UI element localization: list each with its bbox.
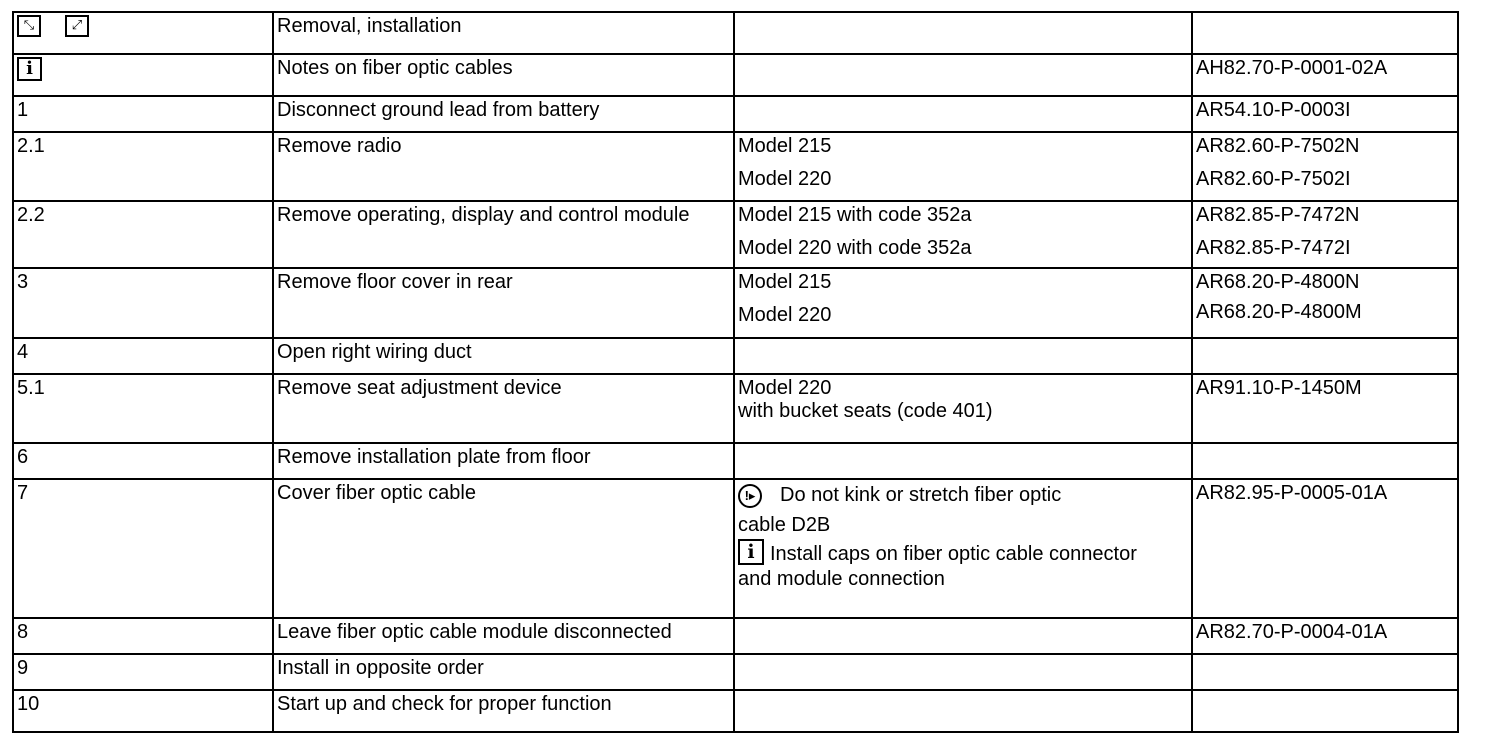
table-row [13,618,1458,654]
step-action: Start up and check for proper function [273,690,734,732]
step-number: 8 [13,618,273,654]
condition-line: Model 220 [738,168,832,190]
step-ref-link[interactable]: AR82.95-P-0005-01A [1192,479,1458,618]
table-row [13,690,1458,732]
info-icon[interactable]: i [17,57,42,81]
header-ref-cell [1192,12,1458,54]
info-cond-cell [734,54,1192,96]
step-ref-link[interactable]: AR68.20-P-4800M [1196,301,1362,323]
step-number: 9 [13,654,273,690]
step-condition [734,338,1192,374]
step-ref-link[interactable]: AR82.60-P-7502I [1196,168,1351,190]
condition-line: Model 215 with code 352a [738,204,972,226]
step-ref-link[interactable]: AR82.70-P-0004-01A [1192,618,1458,654]
step-condition [734,374,1192,443]
step-ref-link[interactable]: AR82.85-P-7472N [1196,204,1360,226]
step-action: Remove radio [273,132,734,201]
header-row [13,12,1458,54]
note-line [738,539,1187,565]
step-number: 7 [13,479,273,618]
condition-line: Model 220 [738,377,832,399]
step-condition [734,132,1192,201]
condition-line: with bucket seats (code 401) [738,400,993,422]
step-action: Remove installation plate from floor [273,443,734,479]
step-ref-link[interactable]: AR68.20-P-4800N [1196,271,1360,293]
warning-line [738,484,1187,508]
step-ref-link[interactable]: AR91.10-P-1450M [1192,374,1458,443]
table-row [13,268,1458,338]
procedure-table [12,11,1459,733]
step-condition [734,268,1192,338]
step-action: Cover fiber optic cable [273,479,734,618]
info-icon[interactable]: i [738,539,764,565]
info-ref-link[interactable]: AH82.70-P-0001-02A [1192,54,1458,96]
step-action: Remove operating, display and control module [273,201,734,268]
step-action: Leave fiber optic cable module disconnected [273,618,734,654]
step-ref-link[interactable]: AR82.60-P-7502N [1196,135,1360,157]
step-number: 3 [13,268,273,338]
step-action: Install in opposite order [273,654,734,690]
step-ref-link[interactable]: AR54.10-P-0003I [1192,96,1458,132]
step-condition [734,654,1192,690]
condition-line: Model 215 [738,271,832,293]
step-condition [734,443,1192,479]
step-refs [1192,132,1458,201]
step-ref-cell [1192,443,1458,479]
condition-line: Model 220 with code 352a [738,237,972,259]
header-icons-cell [13,12,273,54]
step-number: 2.2 [13,201,273,268]
note-text-cont: and module connection [738,568,945,590]
step-ref-cell [1192,338,1458,374]
step-action: Remove floor cover in rear [273,268,734,338]
step-ref-cell [1192,654,1458,690]
header-cond-cell [734,12,1192,54]
step-action: Remove seat adjustment device [273,374,734,443]
step-condition [734,479,1192,618]
table-row [13,654,1458,690]
warning-text: Do not kink or stretch fiber optic [780,484,1062,506]
step-ref-cell [1192,690,1458,732]
condition-line: Model 215 [738,135,832,157]
step-condition [734,690,1192,732]
table-row [13,338,1458,374]
step-number: 5.1 [13,374,273,443]
table-row [13,96,1458,132]
table-row [13,201,1458,268]
step-number: 2.1 [13,132,273,201]
info-text: Notes on fiber optic cables [273,54,734,96]
step-number: 1 [13,96,273,132]
step-number: 4 [13,338,273,374]
step-number: 6 [13,443,273,479]
table-row [13,443,1458,479]
warning-text-cont: cable D2B [738,514,831,536]
table-row [13,479,1458,618]
step-condition [734,201,1192,268]
step-condition [734,96,1192,132]
step-action: Disconnect ground lead from battery [273,96,734,132]
step-ref-link[interactable]: AR82.85-P-7472I [1196,237,1351,259]
header-title: Removal, installation [273,12,734,54]
info-row [13,54,1458,96]
step-condition [734,618,1192,654]
step-number: 10 [13,690,273,732]
info-icon-cell [13,54,273,96]
collapse-icon[interactable]: ⤢ [65,15,89,37]
step-refs [1192,268,1458,338]
step-action: Open right wiring duct [273,338,734,374]
table-row [13,374,1458,443]
expand-icon[interactable]: ⤡ [17,15,41,37]
condition-line: Model 220 [738,304,832,326]
step-refs [1192,201,1458,268]
caution-icon: !▸ [738,484,762,508]
note-text: Install caps on fiber optic cable connector [770,543,1137,565]
table-row [13,132,1458,201]
